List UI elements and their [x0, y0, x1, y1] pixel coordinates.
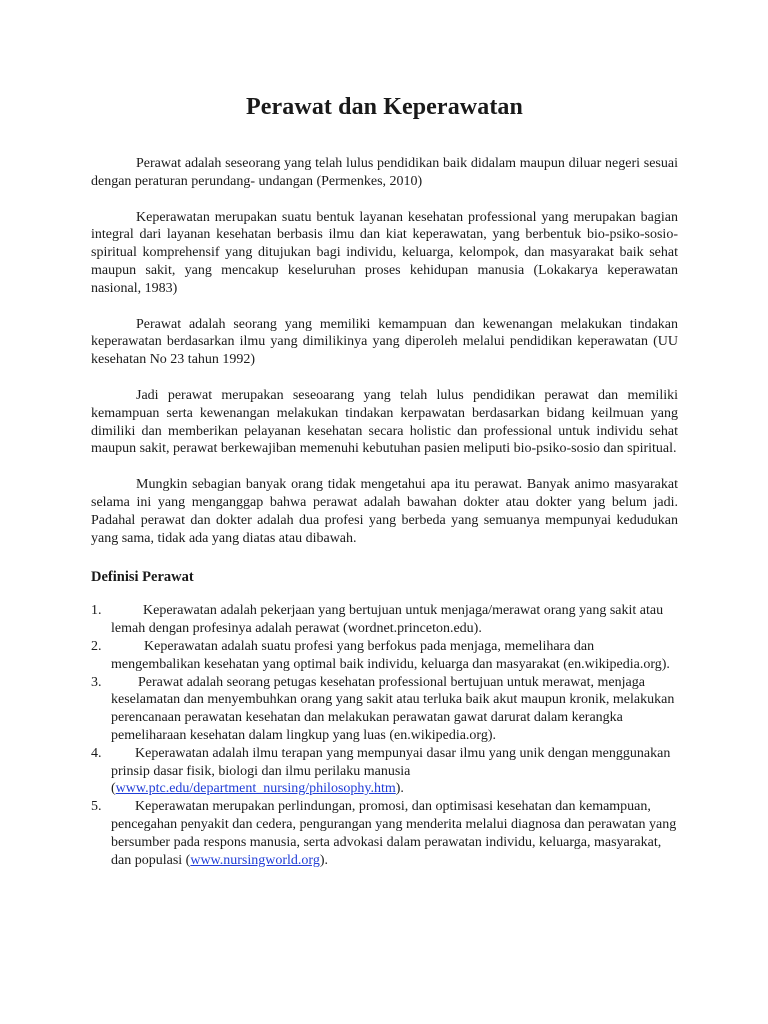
list-item-text: Keperawatan merupakan perlindungan, promosi, dan optimisasi kesehatan dan kemampuan, pencegahan penyakit dan cedera, pengurangan yang menderita melalui diagnosa dan perawatan yang bersumber pada respons manusia, serta advokasi dalam perawatan individu, keluarga, masyarakat, dan populasi (www.nursingworld.org). — [111, 799, 677, 868]
list-item — [91, 674, 678, 745]
list-item-text: Keperawatan adalah suatu profesi yang berfokus pada menjaga, memelihara dan mengembalikan kesehatan yang optimal baik individu, keluarga dan masyarakat (en.wikipedia.org). — [111, 638, 670, 672]
list-item — [91, 638, 678, 674]
ptc-edu-link[interactable]: www.ptc.edu/department_nursing/philosophy.htm — [115, 781, 396, 797]
nursingworld-link[interactable]: www.nursingworld.org — [190, 852, 320, 868]
list-number: 4. — [91, 745, 102, 761]
list-item — [91, 798, 678, 869]
document-title: Perawat dan Keperawatan — [246, 94, 523, 120]
section-heading: Definisi Perawat — [91, 569, 194, 586]
list-number: 1. — [91, 603, 102, 619]
paragraph-definition-permenkes: Perawat adalah seseorang yang telah lulus pendidikan baik didalam maupun diluar negeri sesuai dengan peraturan perundang- undangan (Permenkes, 2010) — [91, 156, 678, 189]
paragraph-definition-lokakarya: Keperawatan merupakan suatu bentuk layanan kesehatan professional yang merupakan bagian integral dari layanan kesehatan berbasis ilmu dan kiat keperawatan, yang berbentuk bio-psiko-sosio-spiritual komprehensif yang ditujukan bagi individu, keluarga, kelompok, dan masyarakat baik sehat maupun sakit, yang mencakup keseluruhan proses kehidupan manusia (Lokakarya keperawatan nasional, 1983) — [91, 209, 678, 296]
list-number: 3. — [91, 674, 102, 690]
list-item-text: Keperawatan adalah ilmu terapan yang mempunyai dasar ilmu yang unik dengan menggunakan prinsip dasar fisik, biologi dan ilmu perilaku manusia (www.ptc.edu/department_nursing/philosophy.htm). — [111, 745, 671, 797]
list-item — [91, 602, 678, 638]
paragraph-public-perception: Mungkin sebagian banyak orang tidak mengetahui apa itu perawat. Banyak animo masyarakat selama ini yang menganggap bahwa perawat adalah bawahan dokter atau dokter yang belum jadi. Padahal perawat dan dokter adalah dua profesi yang berbeda yang semuanya mempunyai kedudukan yang sama, tidak ada yang diatas atau dibawah. — [91, 477, 678, 546]
paragraph-definition-uu: Perawat adalah seorang yang memiliki kemampuan dan kewenangan melakukan tindakan keperawatan berdasarkan ilmu yang dimilikinya yang diperoleh melalui pendidikan keperawatan (UU kesehatan No 23 tahun 1992) — [91, 316, 678, 368]
list-number: 5. — [91, 799, 102, 815]
list-item-text: Keperawatan adalah pekerjaan yang bertujuan untuk menjaga/merawat orang yang sakit atau lemah dengan profesinya adalah perawat (wordnet.princeton.edu). — [111, 603, 664, 637]
list-number: 2. — [91, 638, 102, 654]
paragraph-conclusion: Jadi perawat merupakan seseoarang yang telah lulus pendidikan perawat dan memiliki kemampuan serta kewenangan melakukan tindakan kerpawatan berdasarkan bidang keilmuan yang dimiliki dan memberikan pelayanan kesehatan secara holistic dan professional untuk individu sehat maupun sakit, perawat berkewajiban memenuhi kebutuhan pasien meliputi bio-psiko-sosio dan spiritual. — [91, 387, 678, 457]
definition-list — [91, 602, 678, 869]
list-item-text: Perawat adalah seorang petugas kesehatan professional bertujuan untuk merawat, menjaga keselamatan dan menyembuhkan orang yang sakit atau terluka baik akut maupun kronik, melakukan perencanaan perawatan kesehatan dan melakukan perawatan gawat darurat dalam kerangka pemeliharaan kesehatan dalam lingkup yang luas (en.wikipedia.org). — [111, 674, 675, 743]
list-item — [91, 745, 678, 798]
